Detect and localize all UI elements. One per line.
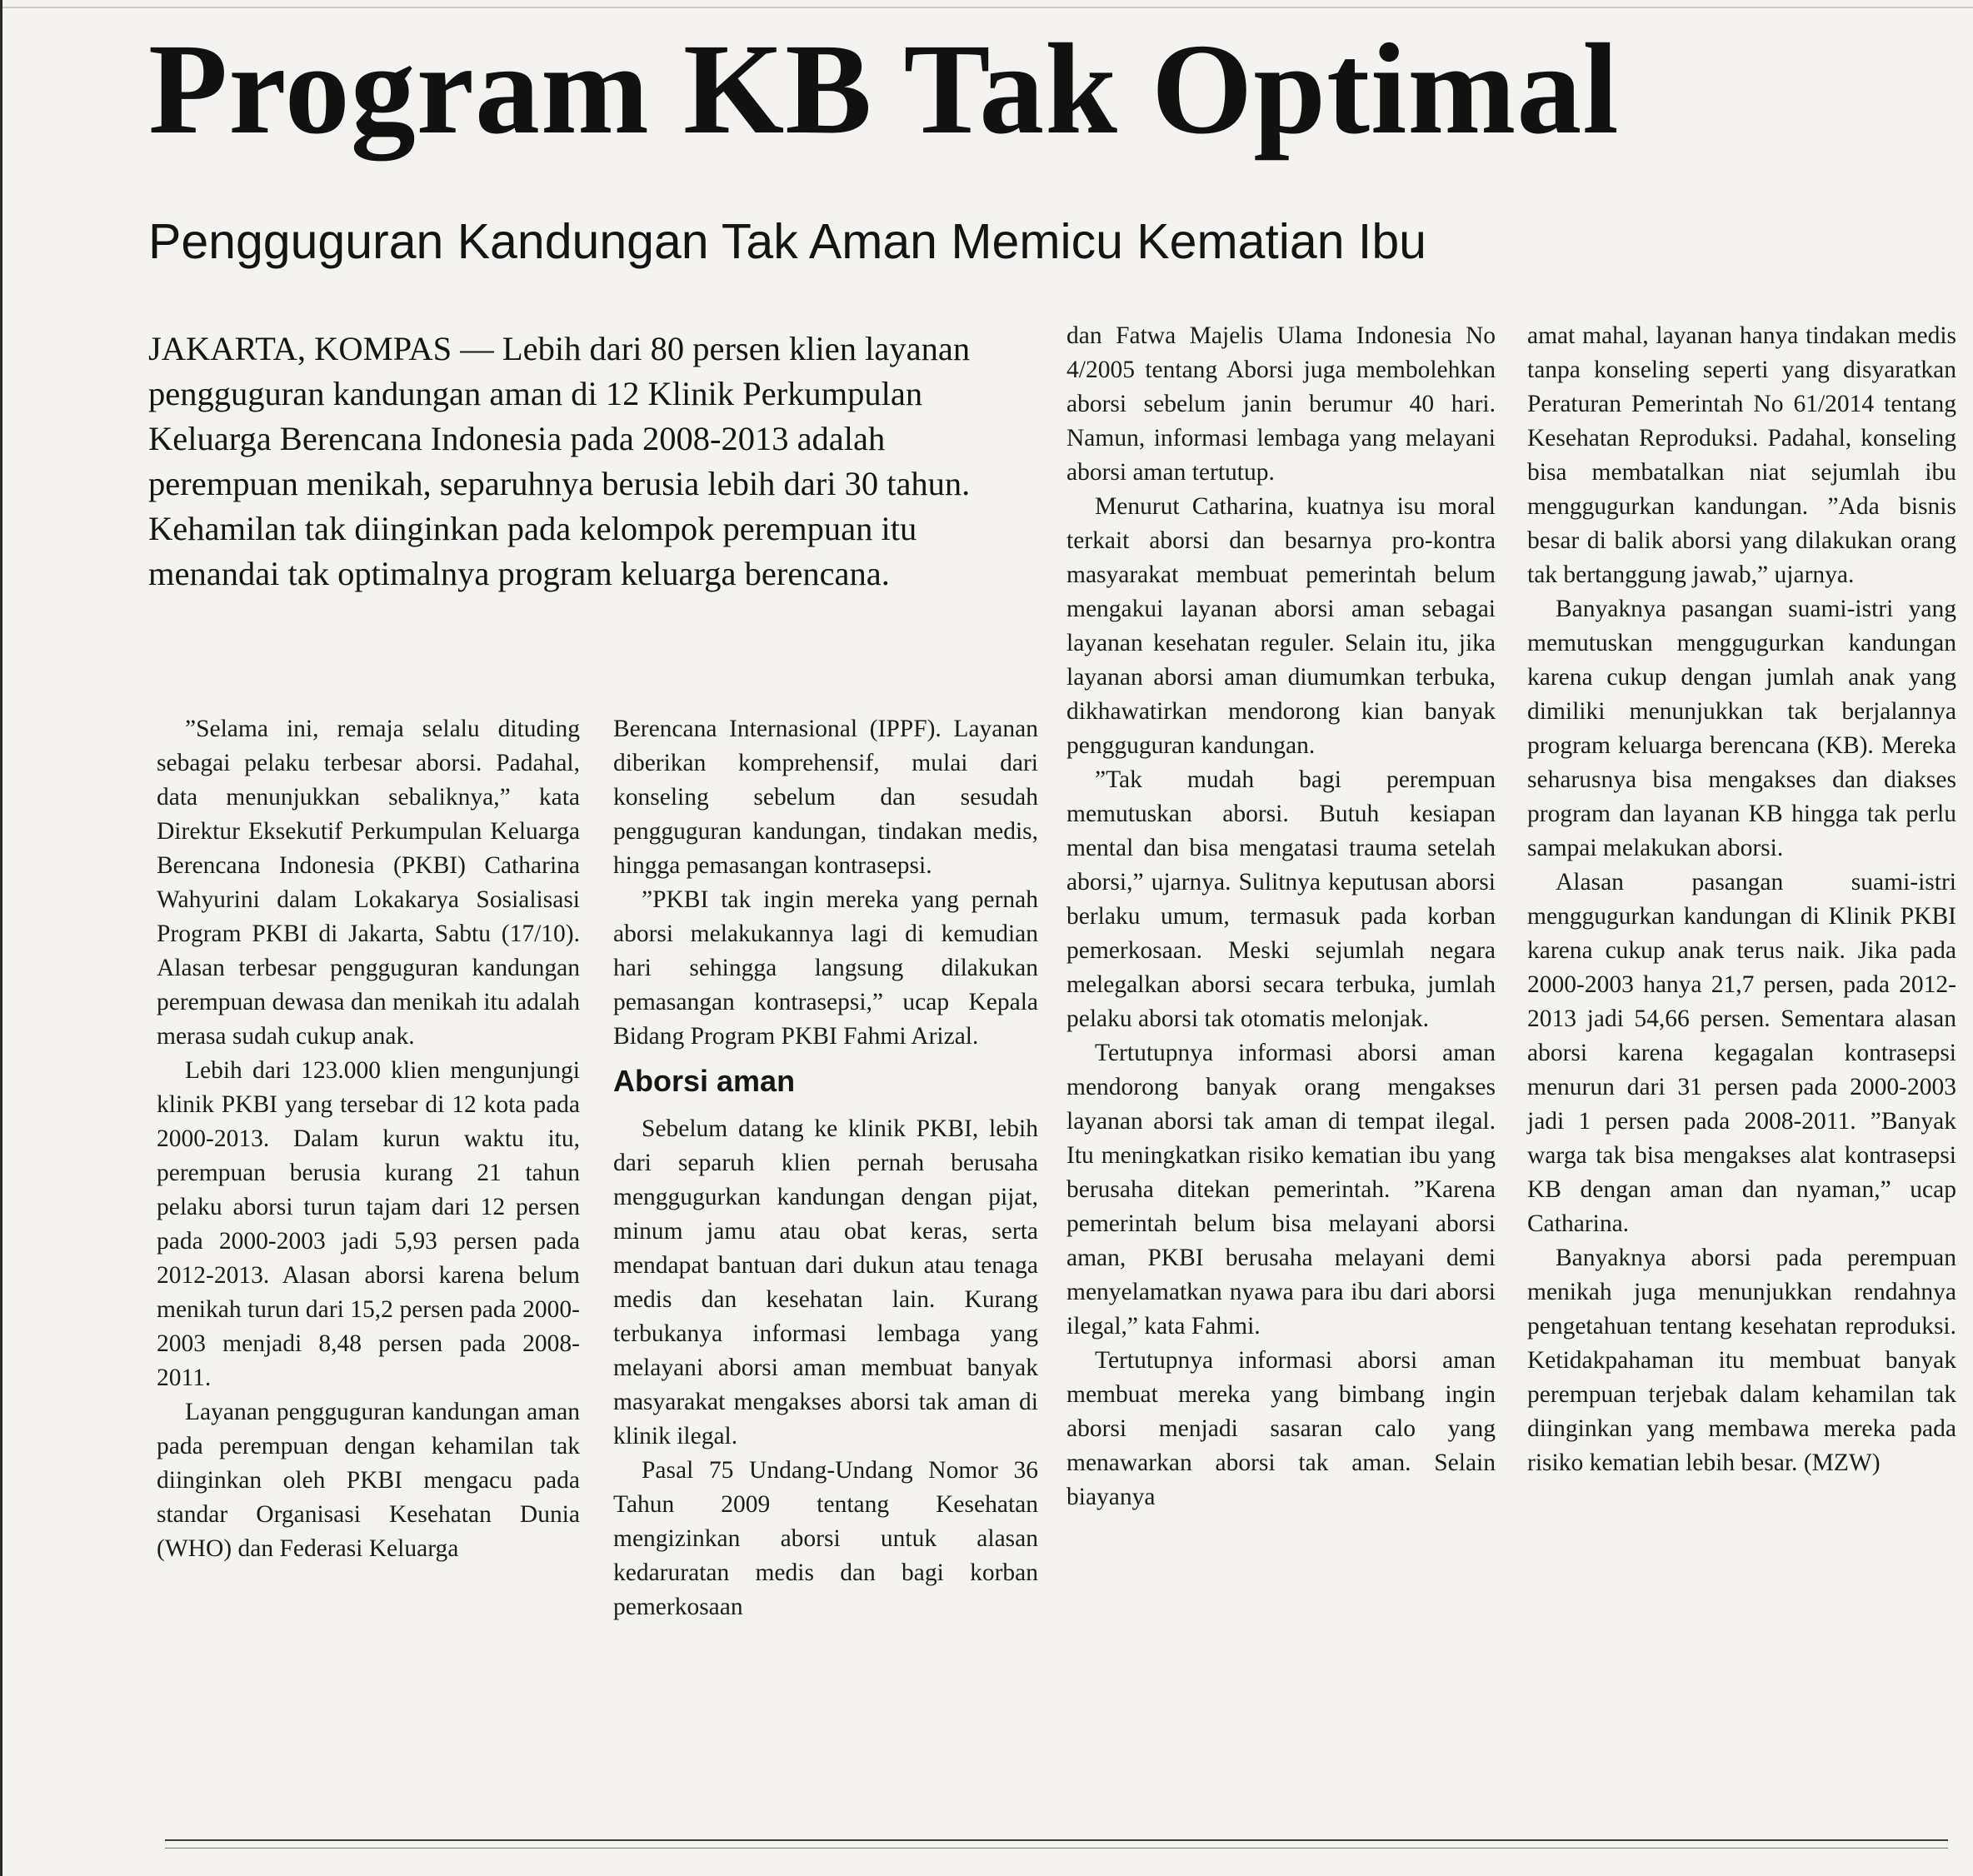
paragraph: Tertutupnya informasi aborsi aman mendorong banyak orang mengakses layanan aborsi tak aman di tempat ilegal. Itu meningkatkan risiko kematian ibu yang berusaha ditekan pemerintah. ”Karena pemerintah belum bisa melayani aborsi aman, PKBI berusaha melayani demi menyelamatkan nyawa para ibu dari aborsi ilegal,” kata Fahmi. [1066, 1040, 1496, 1340]
page-top-edge [0, 7, 1973, 8]
paragraph: ”Tak mudah bagi perempuan memutuskan aborsi. Butuh kesiapan mental dan bisa mengatasi trauma setelah aborsi,” ujarnya. Sulitnya keputusan aborsi berlaku umum, termasuk pada korban pemerkosaan. Meski sejumlah negara melegalkan aborsi secara terbuka, jumlah pelaku aborsi tak otomatis melonjak. [1066, 766, 1496, 1032]
subheadline: Pengguguran Kandungan Tak Aman Memicu Kematian Ibu [148, 214, 1426, 269]
paragraph: Banyaknya aborsi pada perempuan menikah juga menunjukkan rendahnya pengetahuan tentang kesehatan reproduksi. Ketidakpahaman itu membuat banyak perempuan terjebak dalam kehamilan tak diinginkan yang membawa mereka pada risiko kematian lebih besar. (MZW) [1527, 1245, 1956, 1476]
article-column-2 [613, 712, 1038, 1624]
article-column-1 [157, 712, 580, 1566]
paragraph: Alasan pasangan suami-istri menggugurkan kandungan di Klinik PKBI karena cukup anak terus naik. Jika pada 2000-2003 hanya 21,7 persen, pada 2012-2013 jadi 54,66 persen. Sementara alasan aborsi karena kegagalan kontrasepsi menurun dari 31 persen pada 2000-2003 jadi 1 persen pada 2008-2011. ”Banyak warga tak bisa mengakses alat kontrasepsi KB dengan aman dan nyaman,” ucap Catharina. [1527, 869, 1956, 1237]
paragraph: dan Fatwa Majelis Ulama Indonesia No 4/2005 tentang Aborsi juga membolehkan aborsi sebelum janin berumur 40 hari. Namun, informasi lembaga yang melayani aborsi aman tertutup. [1066, 322, 1496, 486]
article-column-3 [1066, 319, 1496, 1514]
paragraph: Banyaknya pasangan suami-istri yang memutuskan menggugurkan kandungan karena cukup dengan jumlah anak yang dimiliki menunjukkan tak berjalannya program keluarga berencana (KB). Mereka seharusnya bisa mengakses dan diakses program dan layanan KB hingga tak perlu sampai melakukan aborsi. [1527, 596, 1956, 861]
paragraph: Berencana Internasional (IPPF). Layanan diberikan komprehensif, mulai dari konseling sebelum dan sesudah pengguguran kandungan, tindakan medis, hingga pemasangan kontrasepsi. [613, 716, 1038, 879]
article-column-4 [1527, 319, 1956, 1480]
paragraph: Lebih dari 123.000 klien mengunjungi klinik PKBI yang tersebar di 12 kota pada 2000-2013. Dalam kurun waktu itu, perempuan berusia kurang 21 tahun pelaku aborsi turun tajam dari 12 persen pada 2000-2003 jadi 5,93 persen pada 2012-2013. Alasan aborsi karena belum menikah turun dari 15,2 persen pada 2000-2003 menjadi 8,48 persen pada 2008-2011. [157, 1057, 580, 1391]
lead-paragraph: JAKARTA, KOMPAS — Lebih dari 80 persen klien layanan pengguguran kandungan aman di 12 Klinik Perkumpulan Keluarga Berencana Indonesia pada 2008-2013 adalah perempuan menikah, separuhnya berusia lebih dari 30 tahun. Kehamilan tak diinginkan pada kelompok perempuan itu menandai tak optimalnya program keluarga berencana. [148, 330, 971, 592]
paragraph: Tertutupnya informasi aborsi aman membuat mereka yang bimbang ingin aborsi menjadi sasaran calo yang menawarkan aborsi tak aman. Selain biayanya [1066, 1347, 1496, 1510]
paragraph: Layanan pengguguran kandungan aman pada perempuan dengan kehamilan tak diinginkan oleh PKBI mengacu pada standar Organisasi Kesehatan Dunia (WHO) dan Federasi Keluarga [157, 1399, 580, 1562]
paragraph: Pasal 75 Undang-Undang Nomor 36 Tahun 2009 tentang Kesehatan mengizinkan aborsi untuk alasan kedaruratan medis dan bagi korban pemerkosaan [613, 1457, 1038, 1620]
paragraph: ”Selama ini, remaja selalu dituding sebagai pelaku terbesar aborsi. Padahal, data menunjukkan sebaliknya,” kata Direktur Eksekutif Perkumpulan Keluarga Berencana Indonesia (PKBI) Catharina Wahyurini dalam Lokakarya Sosialisasi Program PKBI di Jakarta, Sabtu (17/10). Alasan terbesar pengguguran kandungan perempuan dewasa dan menikah itu adalah merasa sudah cukup anak. [157, 716, 580, 1050]
headline: Program KB Tak Optimal [148, 17, 1620, 161]
bottom-rule-thin [165, 1848, 1948, 1849]
paragraph: Menurut Catharina, kuatnya isu moral terkait aborsi dan besarnya pro-kontra masyarakat membuat pemerintah belum mengakui layanan aborsi aman sebagai layanan kesehatan reguler. Selain itu, jika layanan aborsi aman diumumkan terbuka, dikhawatirkan mendorong kian banyak pengguguran kandungan. [1066, 493, 1496, 759]
paragraph: amat mahal, layanan hanya tindakan medis tanpa konseling seperti yang disyaratkan Peraturan Pemerintah No 61/2014 tentang Kesehatan Reproduksi. Padahal, konseling bisa membatalkan niat sejumlah ibu menggugurkan kandungan. ”Ada bisnis besar di balik aborsi yang dilakukan orang tak bertanggung jawab,” ujarnya. [1527, 322, 1956, 588]
page-left-edge [0, 0, 2, 1876]
paragraph: Sebelum datang ke klinik PKBI, lebih dari separuh klien pernah berusaha menggugurkan kandungan dengan pijat, minum jamu atau obat keras, serta mendapat bantuan dari dukun atau tenaga medis dan kesehatan lain. Kurang terbukanya informasi lembaga yang melayani aborsi aman membuat banyak masyarakat mengakses aborsi tak aman di klinik ilegal. [613, 1115, 1038, 1449]
bottom-rule [165, 1839, 1948, 1841]
paragraph: ”PKBI tak ingin mereka yang pernah aborsi melakukannya lagi di kemudian hari sehingga langsung dilakukan pemasangan kontrasepsi,” ucap Kepala Bidang Program PKBI Fahmi Arizal. [613, 886, 1038, 1050]
section-subheading: Aborsi aman [613, 1064, 796, 1098]
